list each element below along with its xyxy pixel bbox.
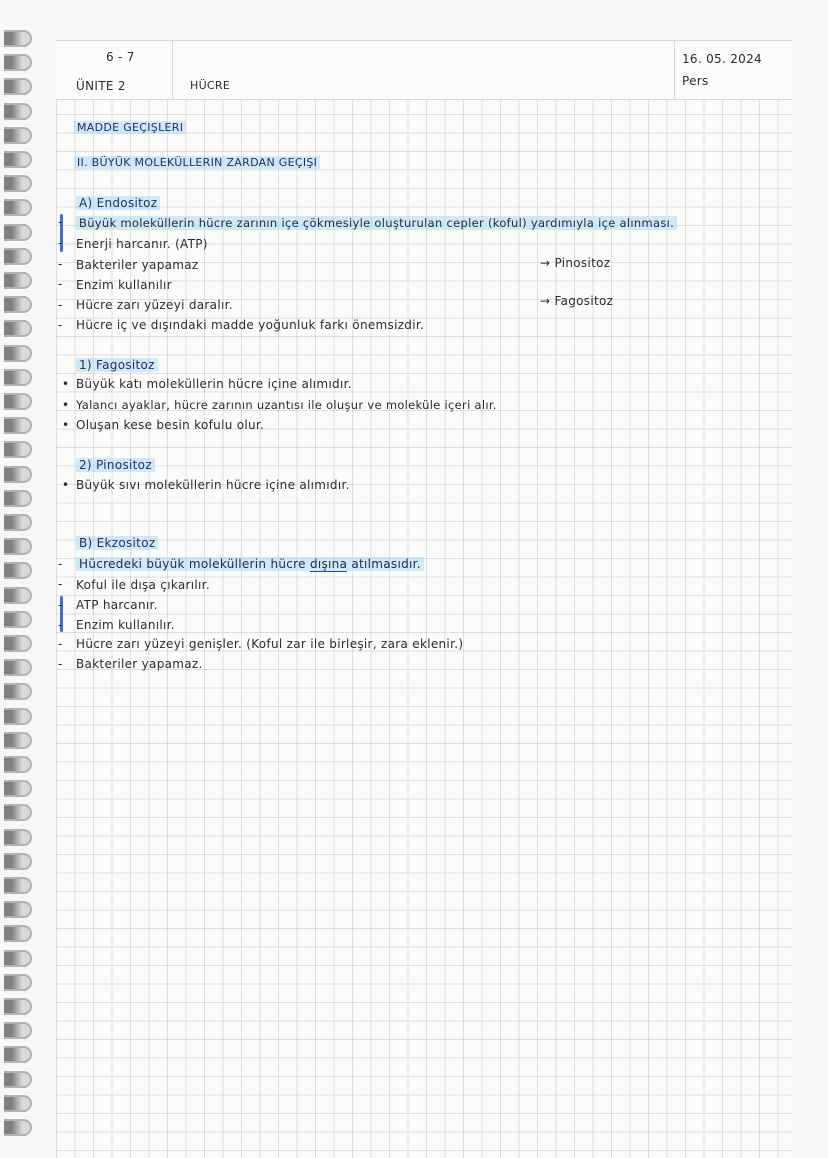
spiral-ring [4, 829, 32, 846]
dash-mark: - [58, 657, 63, 671]
fagositoz-heading: 1) Fagositoz [76, 358, 158, 372]
endositoz-item: Büyük moleküllerin hücre zarının içe çökmesiyle oluşturulan cepler (koful) yardımıyla içe alınması. [76, 216, 677, 230]
pinositoz-arrow: → Pinositoz [540, 256, 611, 270]
fagositoz-item: Büyük katı moleküllerin hücre içine alımıdır. [76, 377, 352, 391]
ekzositoz-item: Bakteriler yapamaz. [76, 657, 203, 671]
ekzositoz-item: ATP harcanır. [76, 598, 158, 612]
bullet: • [62, 377, 70, 391]
spiral-ring [4, 345, 32, 362]
spiral-ring [4, 950, 32, 967]
ekzositoz-heading: B) Ekzositoz [76, 536, 158, 550]
spiral-ring [4, 369, 32, 386]
unit-label: ÜNITE 2 [76, 79, 126, 93]
spiral-ring [4, 925, 32, 942]
spiral-ring [4, 1071, 32, 1088]
spiral-ring [4, 54, 32, 71]
ekzositoz-item: Koful ile dışa çıkarılır. [76, 578, 210, 592]
spiral-ring [4, 272, 32, 289]
spiral-ring [4, 514, 32, 531]
spiral-ring [4, 248, 32, 265]
spiral-ring [4, 780, 32, 797]
dash-mark: - [58, 637, 63, 651]
dash-mark: - [58, 298, 63, 312]
endositoz-item: Bakteriler yapamaz [76, 258, 199, 272]
endositoz-item: Enerji harcanır. (ATP) [76, 237, 208, 251]
spiral-ring [4, 1119, 32, 1136]
spiral-ring [4, 78, 32, 95]
spiral-ring [4, 1022, 32, 1039]
spiral-ring [4, 611, 32, 628]
section-title: II. BÜYÜK MOLEKÜLLERIN ZARDAN GEÇIŞI [74, 156, 320, 169]
dash-mark: - [58, 318, 63, 332]
spiral-ring [4, 224, 32, 241]
spiral-ring [4, 708, 32, 725]
spiral-ring [4, 296, 32, 313]
spiral-ring [4, 417, 32, 434]
spiral-ring [4, 659, 32, 676]
spiral-ring [4, 103, 32, 120]
dash-mark: - [58, 215, 63, 229]
spiral-ring [4, 804, 32, 821]
lesson-number: 6 - 7 [106, 50, 135, 64]
spiral-ring [4, 562, 32, 579]
spiral-ring [4, 199, 32, 216]
spiral-binding [0, 30, 40, 1158]
spiral-ring [4, 466, 32, 483]
spiral-ring [4, 683, 32, 700]
spiral-ring [4, 393, 32, 410]
spiral-ring [4, 490, 32, 507]
ekzositoz-item-1: Hücredeki büyük moleküllerin hücre dışına atılmasıdır. [76, 557, 424, 571]
fagositoz-item: Yalancı ayaklar, hücre zarının uzantısı ile oluşur ve moleküle içeri alır. [76, 398, 497, 412]
pinositoz-item: Büyük sıvı moleküllerin hücre içine alımıdır. [76, 478, 350, 492]
spiral-ring [4, 853, 32, 870]
spiral-ring [4, 441, 32, 458]
spiral-ring [4, 998, 32, 1015]
spiral-ring [4, 175, 32, 192]
spiral-ring [4, 732, 32, 749]
dash-mark: - [58, 618, 63, 632]
endositoz-heading: A) Endositoz [76, 196, 160, 210]
ekzositoz-item: Enzim kullanılır. [76, 618, 175, 632]
fagositoz-item: Oluşan kese besin kofulu olur. [76, 418, 265, 432]
spiral-ring [4, 30, 32, 47]
dash-mark: - [58, 277, 63, 291]
bullet: • [62, 478, 70, 492]
bullet: • [62, 418, 70, 432]
spiral-ring [4, 587, 32, 604]
endositoz-item: Hücre zarı yüzeyi daralır. [76, 298, 233, 312]
fagositoz-arrow: → Fagositoz [540, 294, 614, 308]
spiral-ring [4, 1095, 32, 1112]
endositoz-item: Hücre iç ve dışındaki madde yoğunluk farkı önemsizdir. [76, 318, 425, 332]
dash-mark: - [58, 598, 63, 612]
bullet: • [62, 398, 70, 412]
dash-mark: - [58, 577, 63, 591]
dash-mark: - [58, 236, 63, 250]
spiral-ring [4, 756, 32, 773]
spiral-ring [4, 151, 32, 168]
spiral-ring [4, 127, 32, 144]
page-title: MADDE GEÇIŞLERI [74, 121, 186, 134]
spiral-ring [4, 1046, 32, 1063]
grid-paper [56, 40, 792, 1158]
spiral-ring [4, 974, 32, 991]
dash-mark: - [58, 257, 63, 271]
endositoz-item: Enzim kullanılır [76, 278, 172, 292]
spiral-ring [4, 877, 32, 894]
subject-label: HÜCRE [190, 79, 231, 92]
day: Pers [682, 74, 709, 88]
dash-mark: - [58, 557, 63, 571]
header-band [56, 40, 792, 100]
pinositoz-heading: 2) Pinositoz [76, 458, 155, 472]
spiral-ring [4, 320, 32, 337]
spiral-ring [4, 901, 32, 918]
ekzositoz-item: Hücre zarı yüzeyi genişler. (Koful zar ile birleşir, zara eklenir.) [76, 637, 464, 651]
spiral-ring [4, 635, 32, 652]
spiral-ring [4, 538, 32, 555]
date: 16. 05. 2024 [682, 52, 762, 66]
